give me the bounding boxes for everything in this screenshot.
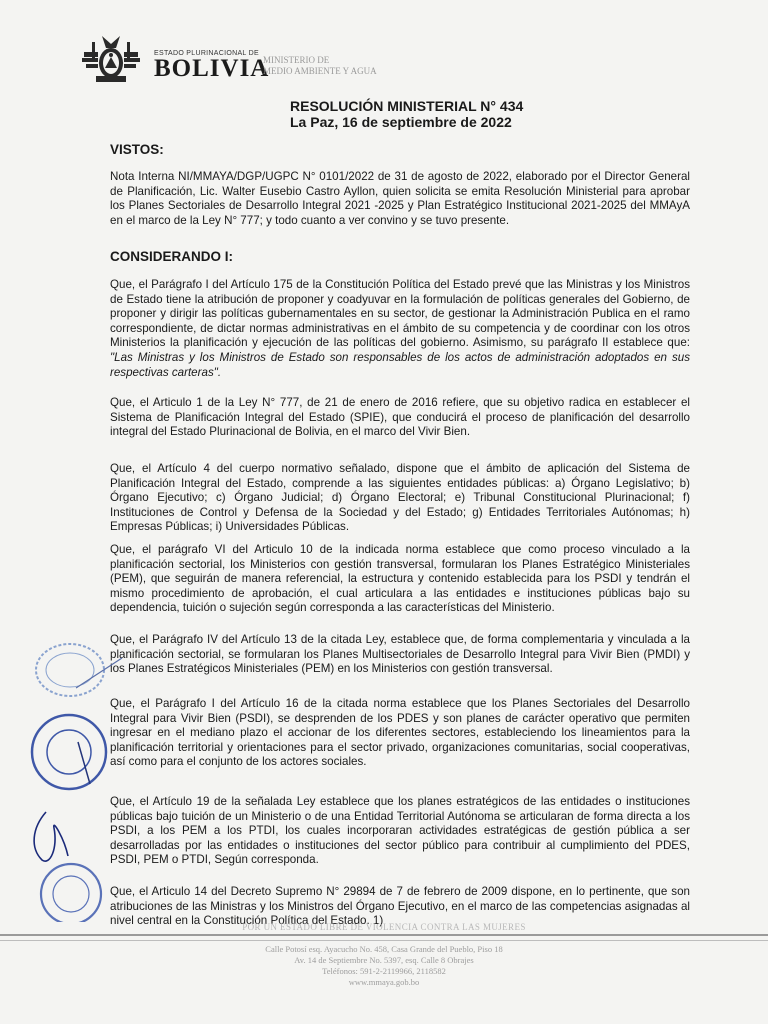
vistos-heading: VISTOS: (110, 142, 164, 157)
footer-divider (0, 934, 768, 941)
considerando-paragraph-4: Que, el parágrafo VI del Articulo 10 de la indicada norma establece que como proceso vinculado a la planificación sectorial, los Ministerios con gestión transversal, formularan los Planes Estratégico Ministeriales (PEM), que seguirán de manera referencial, la estructura y contenido establecida para los PSDI y tendrán el mismo procedimiento de aprobación, el cual articulara a las entidades e instituciones públicas bajo su dependencia, tuición o sujeción según corresponda a las características del Ministerio. (110, 543, 690, 615)
bolivia-coat-of-arms-icon (78, 30, 144, 90)
ministry-line-1: MINISTERIO DE (263, 55, 330, 65)
footer-website: www.mmaya.gob.bo (348, 977, 420, 987)
paragraph-1-quote: "Las Ministras y los Ministros de Estado son responsables de los actos de administración adoptados en sus respectivas carteras". (110, 350, 690, 379)
considerando-paragraph-5: Que, el Parágrafo IV del Artículo 13 de la citada Ley, establece que, de forma complementaria y vinculada a la planificación sectorial, se formularan los Planes Multisectoriales de Desarrollo Integral para Vivir Bien (PMDI) y los Planes Estratégicos Ministeriales (PEM) en los Ministerios con gestión transversal. (110, 633, 690, 676)
considerando-paragraph-2: Que, el Articulo 1 de la Ley N° 777, de 21 de enero de 2016 refiere, que su objetivo radica en establecer el Sistema de Planificación Integral del Estado (SPIE), que conducirá el proceso de planificación del desarrollo integral del Estado Plurinacional de Bolivia, en el marco del Vivir Bien. (110, 396, 690, 439)
approval-seal-3-icon (34, 858, 108, 922)
vistos-paragraph: Nota Interna NI/MMAYA/DGP/UGPC N° 0101/2022 de 31 de agosto de 2022, elaborado por el Director General de Planificación, Lic. Walter Eusebio Castro Ayllon, quien solicita se emita Resolución Ministerial para aprobar los Planes Sectoriales de Desarrollo Integral 2021 -2025 y Plan Estratégico Institucional 2021-2025 del MMAyA en el marco de la Ley N° 777; y todo cuanto a ver convino y se tuvo presente. (110, 170, 690, 227)
state-name-small: ESTADO PLURINACIONAL DE (154, 50, 259, 57)
resolution-date: La Paz, 16 de septiembre de 2022 (290, 114, 512, 130)
approval-seal-1-icon (28, 640, 124, 702)
considerando-paragraph-3: Que, el Artículo 4 del cuerpo normativo señalado, dispone que el ámbito de aplicación del Sistema de Planificación Integral del Estado, comprende a las siguientes entidades públicas: a) Órgano Legislativo; b) Órgano Ejecutivo; c) Órgano Judicial; d) Órgano Electoral; e) Tribunal Constitucional Plurinacional; f) Instituciones de Control y Defensa de la Sociedad y del Estado; g) Entidades Territoriales Autónomas; h) Empresas Públicas; i) Universidades Públicas. (110, 462, 690, 534)
footer-phones: Teléfonos: 591-2-2119966, 2118582 (322, 966, 446, 976)
considerando-paragraph-7: Que, el Artículo 19 de la señalada Ley establece que los planes estratégicos de las entidades o instituciones públicas bajo tuición de un Ministerio o de una Entidad Territorial Autónoma se articularan de forma directa a los PSDI, a los PEM a los PTDI, los cuales incorporaran actividades estratégicas de gestión pública a ser desarrolladas por las entidades o instituciones del sector público para contribuir al cumplimiento del PDES, PSDI, PEM o PTDI, Según corresponda. (110, 795, 690, 867)
footer-line-2: Av. 14 de Septiembre No. 5397, esq. Calle 8 Obrajes (294, 955, 474, 965)
ministry-name (263, 55, 377, 77)
footer-address (0, 944, 768, 988)
state-name: BOLIVIA (154, 55, 270, 82)
ministry-line-2: MEDIO AMBIENTE Y AGUA (263, 66, 377, 76)
approval-seal-2-icon (28, 712, 110, 792)
considerando-paragraph-8: Que, el Articulo 14 del Decreto Supremo N° 29894 de 7 de febrero de 2009 dispone, en lo pertinente, que son atribuciones de las Ministras y los Ministros del Órgano Ejecutivo, en el marco de las competencias asignadas al nivel central en la Constitución Política del Estado. 1) (110, 885, 690, 928)
paragraph-1-text: Que, el Parágrafo I del Artículo 175 de la Constitución Política del Estado prevé que las Ministras y los Ministros de Estado tiene la atribución de proponer y coadyuvar en la formulación de políticas generales del Gobierno, de proponer y dirigir las políticas gubernamentales en su sector, de gestionar la Administración Publica en el ramo correspondiente, de dictar normas administrativas en el ámbito de su competencia y de coordinar con los otros Ministerios la planificación y ejecución de las políticas del gobierno. Asimismo, su parágrafo II establece que: (110, 278, 690, 350)
considerando-paragraph-1 (110, 278, 690, 380)
considerando-heading: CONSIDERANDO I: (110, 249, 234, 264)
considerando-paragraph-6: Que, el Parágrafo I del Artículo 16 de la citada norma establece que los Planes Sectoriales del Desarrollo Integral para Vivir Bien (PSDI), se desprenden de los PDES y son planes de carácter operativo que permiten ingresar en el mediano plazo el accionar de los diferentes sectores, estableciendo los lineamientos para la planificación territorial y orientaciones para el sector privado, organizaciones comunitarias, social cooperativas, así como para el conjunto de los actores sociales. (110, 697, 690, 769)
footer-line-1: Calle Potosí esq. Ayacucho No. 458, Casa Grande del Pueblo, Piso 18 (265, 944, 503, 954)
footer-motto: POR UN ESTADO LIBRE DE VIOLENCIA CONTRA LAS MUJERES (242, 922, 526, 932)
resolution-title: RESOLUCIÓN MINISTERIAL N° 434 (290, 98, 524, 114)
